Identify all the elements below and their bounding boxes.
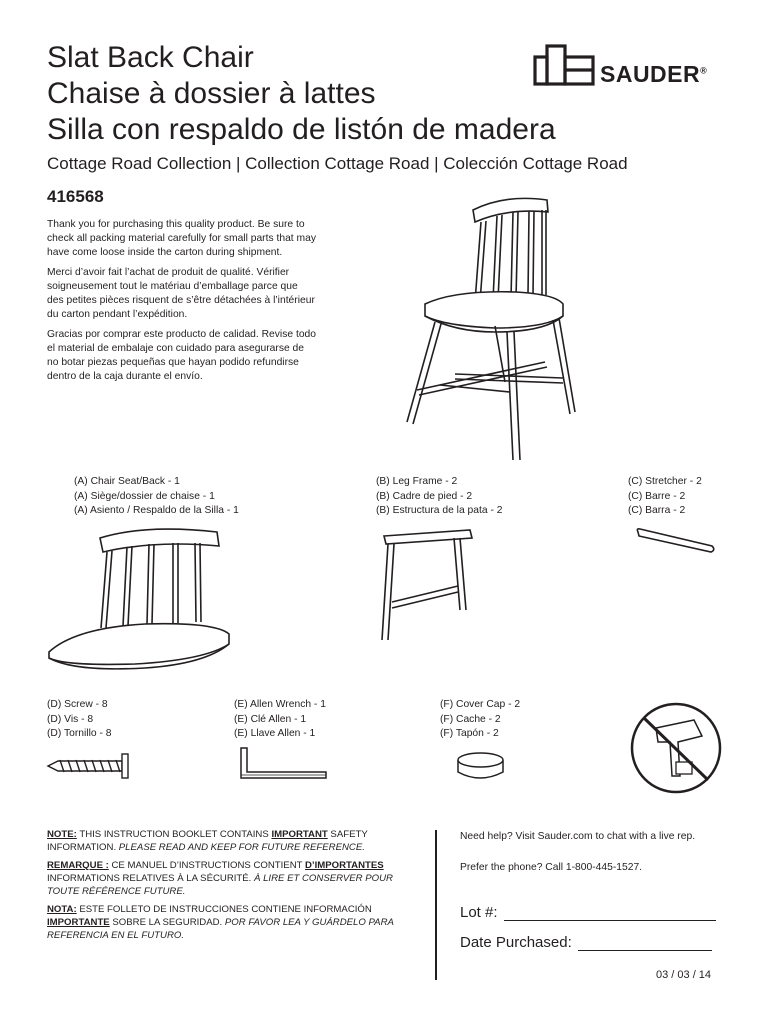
part-e-en: (E) Allen Wrench - 1: [234, 699, 326, 710]
date-purchased-line[interactable]: [578, 937, 712, 951]
part-d-en: (D) Screw - 8: [47, 699, 108, 710]
safety-notes: [47, 828, 427, 947]
part-e-es: (E) Llave Allen - 1: [234, 728, 316, 739]
model-number: 416568: [47, 187, 104, 206]
lot-line[interactable]: [504, 907, 716, 921]
screw-icon: [46, 752, 136, 782]
note-en: NOTE: THIS INSTRUCTION BOOKLET CONTAINS IMPORTANT SAFETY INFORMATION. PLEASE READ AND KEEP FOR FUTURE REFERENCE.: [47, 829, 368, 853]
lot-label: Lot #:: [460, 904, 498, 921]
part-c-label: [628, 475, 702, 519]
part-c-en: (C) Stretcher - 2: [628, 476, 702, 487]
page-title: [47, 40, 556, 148]
part-c-es: (C) Barra - 2: [628, 505, 686, 516]
revision-date: 03 / 03 / 14: [656, 969, 712, 981]
part-b-en: (B) Leg Frame - 2: [376, 476, 458, 487]
part-f-es: (F) Tapón - 2: [440, 728, 499, 739]
part-f-en: (F) Cover Cap - 2: [440, 699, 521, 710]
date-purchased-field: [460, 934, 712, 951]
part-f-fr: (F) Cache - 2: [440, 713, 501, 725]
lot-field: [460, 904, 716, 921]
part-e-label: [234, 698, 326, 742]
chair-seat-back-icon: [45, 528, 235, 673]
intro-fr: Merci d’avoir fait l’achat de produit de qualité. Vérifier soigneusement tout le matériau d’emballage parce que des petites pièces risquent de s’être détachées à l’intérieur du carton pendant l’expédition.: [47, 267, 315, 320]
part-b-label: [376, 475, 502, 519]
part-b-es: (B) Estructura de la pata - 2: [376, 505, 503, 516]
date-purchased-label: Date Purchased:: [460, 934, 572, 951]
part-a-es: (A) Asiento / Respaldo de la Silla - 1: [74, 505, 239, 516]
part-a-en: (A) Chair Seat/Back - 1: [74, 476, 180, 487]
no-power-drill-icon: [628, 700, 724, 796]
help-web: Need help? Visit Sauder.com to chat with a live rep.: [460, 831, 696, 842]
sauder-logo: [533, 44, 708, 93]
assembled-chair-icon: [395, 192, 575, 462]
divider: [435, 830, 437, 980]
part-a-fr: (A) Siège/dossier de chaise - 1: [74, 490, 215, 502]
allen-wrench-icon: [238, 746, 330, 782]
part-d-fr: (D) Vis - 8: [47, 713, 94, 725]
part-b-fr: (B) Cadre de pied - 2: [376, 490, 473, 502]
note-es: NOTA: ESTE FOLLETO DE INSTRUCCIONES CONTIENE INFORMACIÓN IMPORTANTE SOBRE LA SEGURIDAD. POR FAVOR LEA Y GUÁRDELO PARA REFERENCIA EN EL FUTURO.: [47, 904, 394, 941]
part-f-label: [440, 698, 520, 742]
leg-frame-icon: [380, 530, 480, 645]
intro-text: [47, 218, 317, 390]
part-d-es: (D) Tornillo - 8: [47, 728, 112, 739]
note-fr: REMARQUE : CE MANUEL D’INSTRUCTIONS CONTIENT D’IMPORTANTES INFORMATIONS RELATIVES À LA SÉCURITÉ. À LIRE ET CONSERVER POUR TOUTE RÉFÉRENCE FUTURE.: [47, 860, 393, 897]
part-a-label: [74, 475, 239, 519]
help-phone: Prefer the phone? Call 1-800-445-1527.: [460, 862, 643, 873]
intro-en: Thank you for purchasing this quality product. Be sure to check all packing material carefully for small parts that may have come loose inside the carton during shipment.: [47, 219, 316, 258]
title-fr: Chaise à dossier à lattes: [47, 77, 376, 110]
part-e-fr: (E) Clé Allen - 1: [234, 713, 307, 725]
stretcher-icon: [634, 528, 716, 556]
title-en: Slat Back Chair: [47, 41, 254, 74]
collection-subtitle: Cottage Road Collection | Collection Cottage Road | Colección Cottage Road: [47, 154, 628, 173]
cover-cap-icon: [455, 750, 507, 784]
sauder-logo-icon: [533, 44, 595, 88]
part-d-label: [47, 698, 111, 742]
brand-name: SAUDER®: [600, 61, 708, 87]
intro-es: Gracias por comprar este producto de calidad. Revise todo el material de embalaje con cuidado para asegurarse de no botar piezas pequeñas que hayan podido refundirse dentro de la caja durante el envío.: [47, 329, 317, 382]
part-c-fr: (C) Barre - 2: [628, 490, 686, 502]
title-es: Silla con respaldo de listón de madera: [47, 113, 556, 146]
